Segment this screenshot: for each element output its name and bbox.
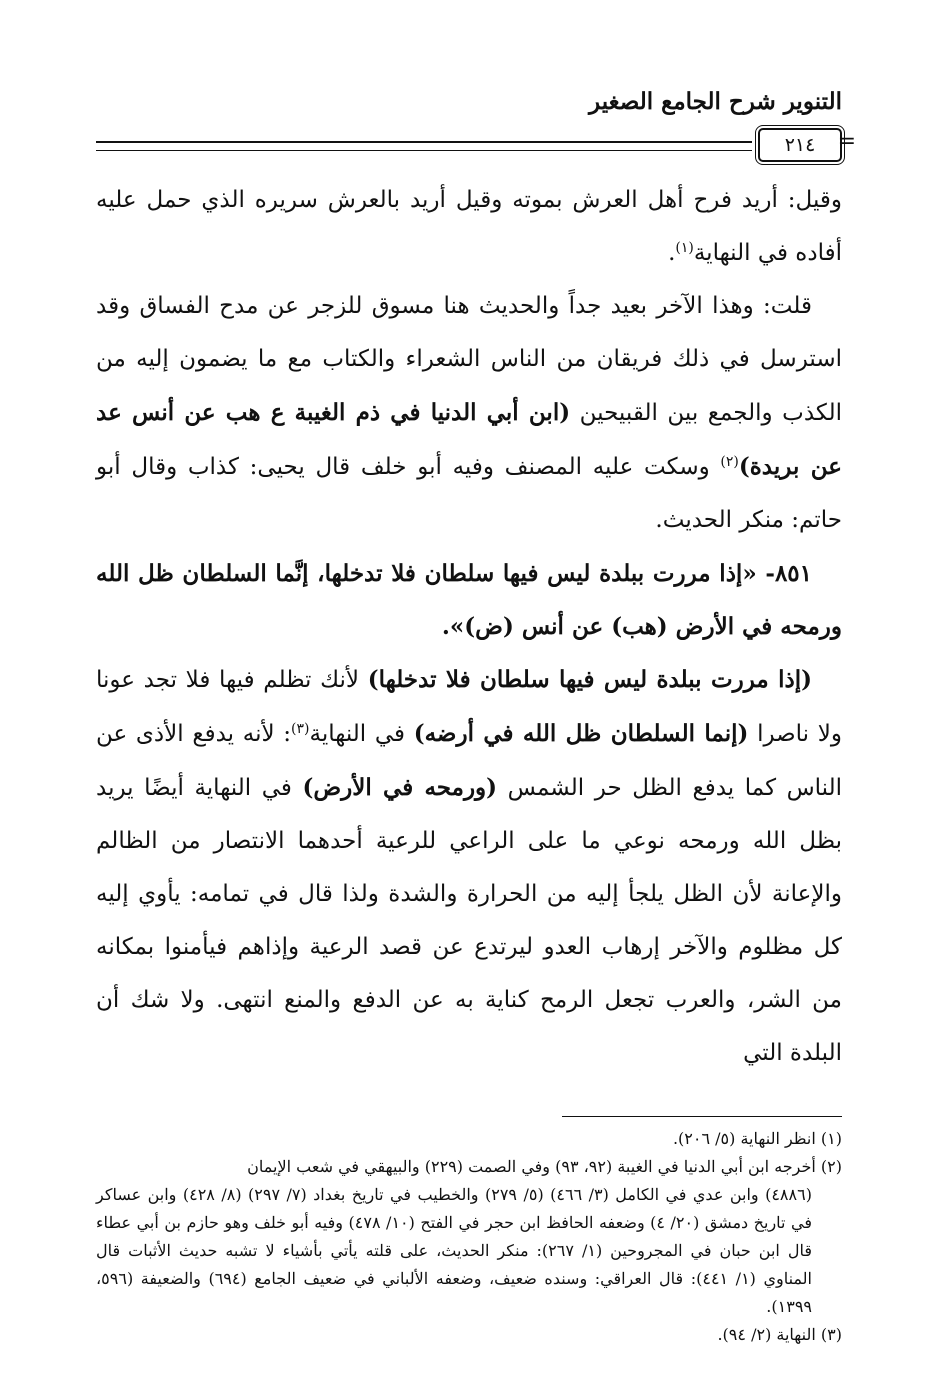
paragraph-3: (إذا مررت ببلدة ليس فيها سلطان فلا تدخلها) لأنك تظلم فيها فلا تجد عونا ولا ناصرا (إنما السلطان ظل الله في أرضه) في النهاية$^{(٣)}$: لأنه يدفع الأذى عن الناس كما يدفع الظل حر الشمس (ورمحه في الأرض) في النهاية أيضًا يريد بظل الله ورمحه نوعي ما على الراعي للرعية أحدهما الانتصار من الظالم والإعانة لأن الظل يلجأ إليه من الحرارة والشدة ولذا قال في تمامه: يأوي إليه كل مظلوم والآخر إرهاب العدو ليرتدع عن قصد الرعية وإذاهم فيأمنوا بمكانه من الشر، والعرب تجعل الرمح كناية به عن الدفع والمنع انتهى. ولا شك أن البلدة التي xyxy=(96,666,843,1066)
footnote-3: (٣) النهاية (٢/ ٩٤). xyxy=(717,1325,842,1344)
footnote-2: (٢) أخرجه ابن أبي الدنيا في الغيبة (٩٢، ٩٣) وفي الصمت (٢٢٩) والبيهقي في شعب الإيمان (٤٨٨٦) وابن عدي في الكامل (٣/ ٤٦٦) (٥/ ٢٧٩) والخطيب في تاريخ بغداد (٧/ ٢٩٧) (٨/ ٤٢٨) وابن عساكر في تاريخ دمشق (٢٠/ ٤) وضعفه الحافظ ابن حجر في الفتح (١٠/ ٤٧٨) وفيه أبو خلف وهو حازم بن أبي عطاء قال ابن حبان في المجروحين (١/ ٢٦٧): منكر الحديث، على قلته يأتي بأشياء لا تشبه حديث الأثبات قال المناوي (١/ ٤٤١): قال العراقي: وسنده ضعيف، وضعفه الألباني في ضعيف الجامع (٦٩٤) والضعيفة (٥٩٦، ١٣٩٩). xyxy=(96,1157,842,1316)
main-text xyxy=(96,174,842,1080)
source-citation: (ابن أبي الدنيا في ذم الغيبة ع هب عن أنس عد عن بريدة) xyxy=(96,399,842,480)
book-title: التنوير شرح الجامع الصغير xyxy=(589,88,842,115)
footnote-ref-2[interactable]: (٢) xyxy=(720,454,739,470)
hadith-851: ٨٥١- «إذا مررت ببلدة ليس فيها سلطان فلا تدخلها، إنَّما السلطان ظل الله ورمحه في الأرض (هب) عن أنس (ض)». xyxy=(96,560,842,640)
page-header xyxy=(96,88,856,158)
paragraph-2: قلت: وهذا الآخر بعيد جداً والحديث هنا مسوق للزجر عن مدح الفساق وقد استرسل في ذلك فريقان من الناس الشعراء والكتاب مع ما يضمون إليه من الكذب والجمع بين القبيحين (ابن أبي الدنيا في ذم الغيبة ع هب عن أنس عد عن بريدة)$^{(٢)}$ وسكت عليه المصنف وفيه أبو خلف قال يحيى: كذاب وقال أبو حاتم: منكر الحديث. xyxy=(96,293,842,533)
paragraph-1: وقيل: أريد فرح أهل العرش بموته وقيل أريد بالعرش سريره الذي حمل عليه أفاده في النهاية$^{(١)}$. xyxy=(96,187,842,266)
header-rule xyxy=(96,141,752,151)
footnote-ref-1[interactable]: (١) xyxy=(675,240,694,256)
book-page xyxy=(96,88,856,1349)
footnote-ref-3[interactable]: (٣) xyxy=(291,721,310,737)
footnote-1: (١) انظر النهاية (٥/ ٢٠٦). xyxy=(672,1129,842,1148)
footnote-divider xyxy=(562,1116,842,1117)
footnotes xyxy=(96,1125,842,1349)
page-number-dash: = xyxy=(837,129,856,154)
page-number: ٢١٤ xyxy=(758,128,842,162)
